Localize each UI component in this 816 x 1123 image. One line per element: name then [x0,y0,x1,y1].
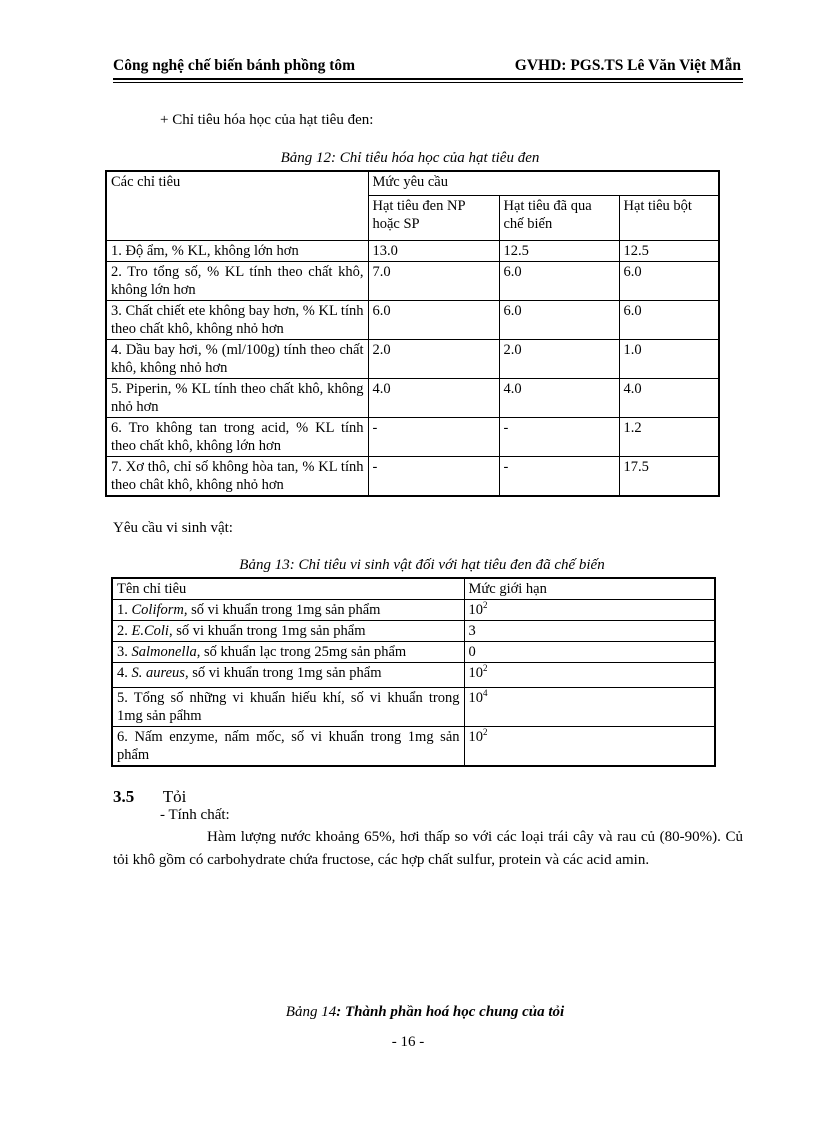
limit-cell: $10^2$ [464,663,715,688]
value-cell: - [499,418,619,457]
table12-caption: Bảng 12: Chỉ tiêu hóa học của hạt tiêu đen [280,150,540,166]
criteria-cell: 3. Salmonella, số khuẩn lạc trong 25mg sản phẩm [112,642,464,663]
table13-col-limit: Mức giới hạn [464,578,715,600]
micro-intro: Yêu cầu vi sinh vật: [113,520,233,536]
header-instructor: GVHD: PGS.TS Lê Văn Việt Mẫn [514,57,741,74]
value-cell: 6.0 [499,301,619,340]
section-paragraph: Hàm lượng nước khoảng 65%, hơi thấp so với các loại trái cây và rau củ (80-90%). Củ tỏi khô gồm có carbohydrate chứa fructose, các hợp chất sulfur, protein và các acid amin. [113,829,743,868]
table12-subheader: Hạt tiêu bột [619,196,719,241]
limit-cell: 3 [464,621,715,642]
criteria-cell: 1. Coliform, số vi khuẩn trong 1mg sản phẩm [112,600,464,621]
table12-subheader: Hạt tiêu đen NP hoặc SP [368,196,499,241]
table-row [112,688,715,727]
table14-caption [270,1004,580,1021]
section-heading [113,787,186,807]
value-cell: 4.0 [619,379,719,418]
criteria-cell: 3. Chất chiết ete không bay hơn, % KL tính theo chất khô, không nhỏ hơn [106,301,368,340]
limit-cell: $10^2$ [464,600,715,621]
table12 [105,170,720,497]
table-row [112,621,715,642]
value-cell: 2.0 [368,340,499,379]
criteria-cell: 5. Piperin, % KL tính theo chất khô, không nhỏ hơn [106,379,368,418]
criteria-cell: 4. Dầu bay hơi, % (ml/100g) tính theo chất khô, không nhỏ hơn [106,340,368,379]
table-row [106,340,719,379]
header-rule-thin [113,82,743,83]
table-row [106,301,719,340]
criteria-cell: 7. Xơ thô, chỉ số không hòa tan, % KL tính theo chât khô, không nhỏ hơn [106,457,368,497]
table13 [111,577,716,767]
value-cell: 1.0 [619,340,719,379]
chemical-intro: + Chỉ tiêu hóa học của hạt tiêu đen: [160,112,374,128]
table14-caption-title: : Thành phần hoá học chung của tỏi [336,1004,565,1020]
table12-subheader: Hạt tiêu đã qua chế biến [499,196,619,241]
section-number: 3.5 [113,787,135,806]
table12-col-criteria: Các chỉ tiêu [106,171,368,241]
value-cell: 1.2 [619,418,719,457]
property-label: - Tính chất: [160,807,230,823]
value-cell: 7.0 [368,262,499,301]
header-rule [113,78,743,80]
table-row [106,241,719,262]
value-cell: 4.0 [499,379,619,418]
criteria-cell: 4. S. aureus, số vi khuẩn trong 1mg sản phẩm [112,663,464,688]
value-cell: - [368,418,499,457]
value-cell: 6.0 [619,301,719,340]
table-row [106,379,719,418]
limit-cell: 0 [464,642,715,663]
limit-cell: $10^2$ [464,727,715,767]
page-header [113,57,741,75]
value-cell: 12.5 [619,241,719,262]
table-row [112,663,715,688]
value-cell: 4.0 [368,379,499,418]
table-row [106,457,719,497]
value-cell: 17.5 [619,457,719,497]
criteria-cell: 2. E.Coli, số vi khuẩn trong 1mg sản phẩm [112,621,464,642]
value-cell: 2.0 [499,340,619,379]
value-cell: - [368,457,499,497]
table-row [106,418,719,457]
table-row [112,642,715,663]
value-cell: 12.5 [499,241,619,262]
value-cell: 6.0 [499,262,619,301]
value-cell: - [499,457,619,497]
table12-col-requirement: Mức yêu cầu [368,171,719,196]
table13-caption: Bảng 13: Chỉ tiêu vi sinh vật đối với hạt tiêu đen đã chế biến [239,557,605,573]
table-row [112,600,715,621]
value-cell: 6.0 [368,301,499,340]
table-row [112,727,715,767]
criteria-cell: 6. Nấm enzyme, nấm mốc, số vi khuẩn trong 1mg sản phẩm [112,727,464,767]
table12-header-row [106,171,719,196]
table13-header-row [112,578,715,600]
table13-col-name: Tên chỉ tiêu [112,578,464,600]
table-row [106,262,719,301]
section-title: Tỏi [162,787,187,806]
page-number: - 16 - [391,1034,425,1050]
header-course-title: Công nghệ chế biến bánh phồng tôm [113,57,356,74]
criteria-cell: 6. Tro không tan trong acid, % KL tính theo chất khô, không lớn hơn [106,418,368,457]
limit-cell: $10^4$ [464,688,715,727]
table14-caption-prefix: Bảng 14 [285,1004,337,1020]
criteria-cell: 5. Tổng số những vi khuẩn hiếu khí, số vi khuẩn trong 1mg sản pẩhm [112,688,464,727]
value-cell: 6.0 [619,262,719,301]
value-cell: 13.0 [368,241,499,262]
criteria-cell: 1. Độ ẩm, % KL, không lớn hơn [106,241,368,262]
criteria-cell: 2. Tro tổng số, % KL tính theo chất khô, không lớn hơn [106,262,368,301]
